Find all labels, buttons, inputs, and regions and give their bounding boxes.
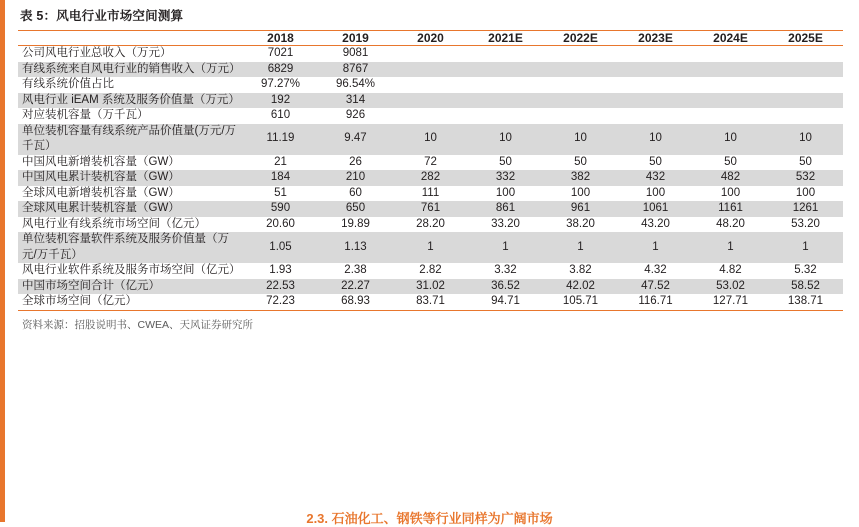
cell: 47.52 (618, 279, 693, 295)
cell: 9.47 (318, 124, 393, 155)
cell (543, 62, 618, 78)
table-row (18, 186, 843, 202)
cell (468, 93, 543, 109)
cell: 48.20 (716, 217, 745, 230)
cell: 60 (349, 186, 362, 199)
table-row (18, 263, 843, 279)
row-label: 单位装机容量软件系统及服务价值量（万元/万千瓦） (18, 232, 243, 263)
table-row (18, 108, 843, 124)
cell: 51 (274, 186, 287, 199)
column-header-2018: 2018 (243, 31, 318, 46)
table-body (18, 46, 843, 311)
cell (393, 93, 468, 109)
table-row (18, 279, 843, 295)
cell: 31.02 (393, 279, 468, 295)
cell: 9081 (342, 47, 369, 59)
cell (618, 62, 693, 78)
column-header-2023e: 2023E (618, 31, 693, 46)
row-label: 全球风电新增装机容量（GW） (22, 186, 180, 199)
cell: 610 (270, 109, 291, 122)
row-label: 中国市场空间合计（亿元） (18, 279, 243, 295)
cell (618, 77, 693, 93)
cell (393, 46, 468, 62)
cell (768, 93, 843, 109)
market-space-table (18, 31, 843, 311)
cell: 20.60 (266, 217, 295, 230)
section-heading: 2.3. 石油化工、钢铁等行业同样为广阔市场 (306, 511, 553, 526)
table-row (18, 93, 843, 109)
cell: 1 (543, 232, 618, 263)
cell: 590 (243, 201, 318, 217)
cell: 532 (768, 170, 843, 186)
cell: 1 (618, 232, 693, 263)
cell (693, 108, 768, 124)
row-label: 单位装机容量有线系统产品价值量(万元/万千瓦） (18, 124, 243, 155)
cell: 100 (720, 186, 741, 199)
cell: 3.32 (494, 264, 517, 277)
cell: 111 (421, 186, 440, 199)
cell: 1061 (618, 201, 693, 217)
table-row (18, 170, 843, 186)
cell (468, 77, 543, 93)
cell: 58.52 (768, 279, 843, 295)
cell: 50 (649, 155, 662, 168)
cell (768, 77, 843, 93)
cell: 11.19 (243, 124, 318, 155)
cell: 100 (570, 186, 591, 199)
cell: 8767 (318, 62, 393, 78)
cell: 192 (243, 93, 318, 109)
cell: 96.54% (335, 78, 375, 91)
cell: 72.23 (243, 294, 318, 310)
cell: 19.89 (341, 217, 370, 230)
row-label: 对应装机容量（万千瓦） (22, 109, 149, 122)
cell (468, 46, 543, 62)
cell: 1 (393, 232, 468, 263)
cell: 761 (393, 201, 468, 217)
cell: 1 (768, 232, 843, 263)
cell: 50 (499, 155, 512, 168)
cell: 7021 (267, 47, 294, 59)
row-label: 全球市场空间（亿元） (18, 294, 243, 310)
cell: 1161 (693, 201, 768, 217)
cell (768, 62, 843, 78)
cell: 1.13 (318, 232, 393, 263)
column-header-2021e: 2021E (468, 31, 543, 46)
table-row (18, 124, 843, 155)
column-header-2020: 2020 (393, 31, 468, 46)
cell: 332 (468, 170, 543, 186)
left-accent-bar (0, 0, 5, 522)
row-label: 中国风电累计装机容量（GW） (18, 170, 243, 186)
cell: 10 (618, 124, 693, 155)
cell: 961 (543, 201, 618, 217)
row-label: 风电行业 iEAM 系统及服务价值量（万元） (18, 93, 243, 109)
cell: 100 (495, 186, 516, 199)
table-row (18, 62, 843, 78)
cell (393, 62, 468, 78)
cell: 97.27% (260, 78, 300, 91)
cell (618, 108, 693, 124)
column-header-2019: 2019 (318, 31, 393, 46)
cell: 210 (318, 170, 393, 186)
cell: 4.82 (719, 264, 742, 277)
cell: 100 (645, 186, 666, 199)
cell: 33.20 (491, 217, 520, 230)
cell: 68.93 (318, 294, 393, 310)
cell: 6829 (243, 62, 318, 78)
cell: 4.32 (644, 264, 667, 277)
cell: 10 (768, 124, 843, 155)
cell: 3.82 (569, 264, 592, 277)
cell: 1 (468, 232, 543, 263)
cell: 184 (243, 170, 318, 186)
cell: 53.20 (791, 217, 820, 230)
cell: 10 (393, 124, 468, 155)
header-row (18, 31, 843, 46)
cell: 105.71 (543, 294, 618, 310)
cell: 72 (424, 155, 437, 168)
cell: 926 (345, 109, 366, 122)
cell: 53.02 (693, 279, 768, 295)
cell (693, 46, 768, 62)
table-row (18, 201, 843, 217)
cell (693, 93, 768, 109)
cell: 1261 (768, 201, 843, 217)
cell: 1 (693, 232, 768, 263)
table-row (18, 217, 843, 233)
cell: 21 (274, 155, 287, 168)
cell: 138.71 (768, 294, 843, 310)
column-header-2024e: 2024E (693, 31, 768, 46)
row-label: 公司风电行业总收入（万元） (22, 47, 172, 59)
cell: 100 (795, 186, 816, 199)
cell (768, 46, 843, 62)
cell: 22.27 (318, 279, 393, 295)
table-caption: 表 5：风电行业市场空间测算 (20, 9, 184, 23)
cell: 36.52 (468, 279, 543, 295)
cell: 26 (349, 155, 362, 168)
table-row (18, 46, 843, 62)
row-label: 风电行业有线系统市场空间（亿元） (22, 217, 206, 230)
cell: 432 (618, 170, 693, 186)
table-row (18, 155, 843, 171)
cell (768, 108, 843, 124)
table-block (18, 0, 843, 332)
cell: 382 (543, 170, 618, 186)
cell (543, 108, 618, 124)
cell: 38.20 (566, 217, 595, 230)
cell (693, 62, 768, 78)
cell: 42.02 (543, 279, 618, 295)
cell: 83.71 (393, 294, 468, 310)
cell: 50 (799, 155, 812, 168)
cell: 22.53 (243, 279, 318, 295)
cell (468, 108, 543, 124)
cell: 314 (318, 93, 393, 109)
cell: 282 (393, 170, 468, 186)
row-label: 全球风电累计装机容量（GW） (18, 201, 243, 217)
row-label: 有线系统来自风电行业的销售收入（万元） (18, 62, 243, 78)
cell: 43.20 (641, 217, 670, 230)
cell (543, 93, 618, 109)
cell: 650 (318, 201, 393, 217)
table-source: 资料来源：招股说明书、CWEA、天风证券研究所 (22, 318, 253, 331)
cell: 5.32 (794, 264, 817, 277)
cell: 50 (724, 155, 737, 168)
row-label: 风电行业软件系统及服务市场空间（亿元） (22, 264, 241, 277)
cell: 861 (468, 201, 543, 217)
row-label: 中国风电新增装机容量（GW） (22, 155, 180, 168)
table-row (18, 77, 843, 93)
cell: 50 (574, 155, 587, 168)
cell: 94.71 (468, 294, 543, 310)
cell: 482 (693, 170, 768, 186)
table-row (18, 294, 843, 310)
cell: 127.71 (693, 294, 768, 310)
cell: 10 (543, 124, 618, 155)
cell (543, 46, 618, 62)
cell: 1.93 (269, 264, 292, 277)
cell: 2.82 (419, 264, 442, 277)
cell: 116.71 (618, 294, 693, 310)
cell: 1.05 (243, 232, 318, 263)
cell (393, 77, 468, 93)
cell: 28.20 (416, 217, 445, 230)
table-header (18, 31, 843, 46)
column-header-2025e: 2025E (768, 31, 843, 46)
column-header-label (18, 31, 243, 46)
cell: 10 (693, 124, 768, 155)
cell (618, 93, 693, 109)
cell (543, 77, 618, 93)
cell (393, 108, 468, 124)
cell: 2.38 (344, 264, 367, 277)
cell (618, 46, 693, 62)
row-label: 有线系统价值占比 (22, 78, 114, 91)
cell (468, 62, 543, 78)
column-header-2022e: 2022E (543, 31, 618, 46)
table-row (18, 232, 843, 263)
cell: 10 (468, 124, 543, 155)
cell (693, 77, 768, 93)
